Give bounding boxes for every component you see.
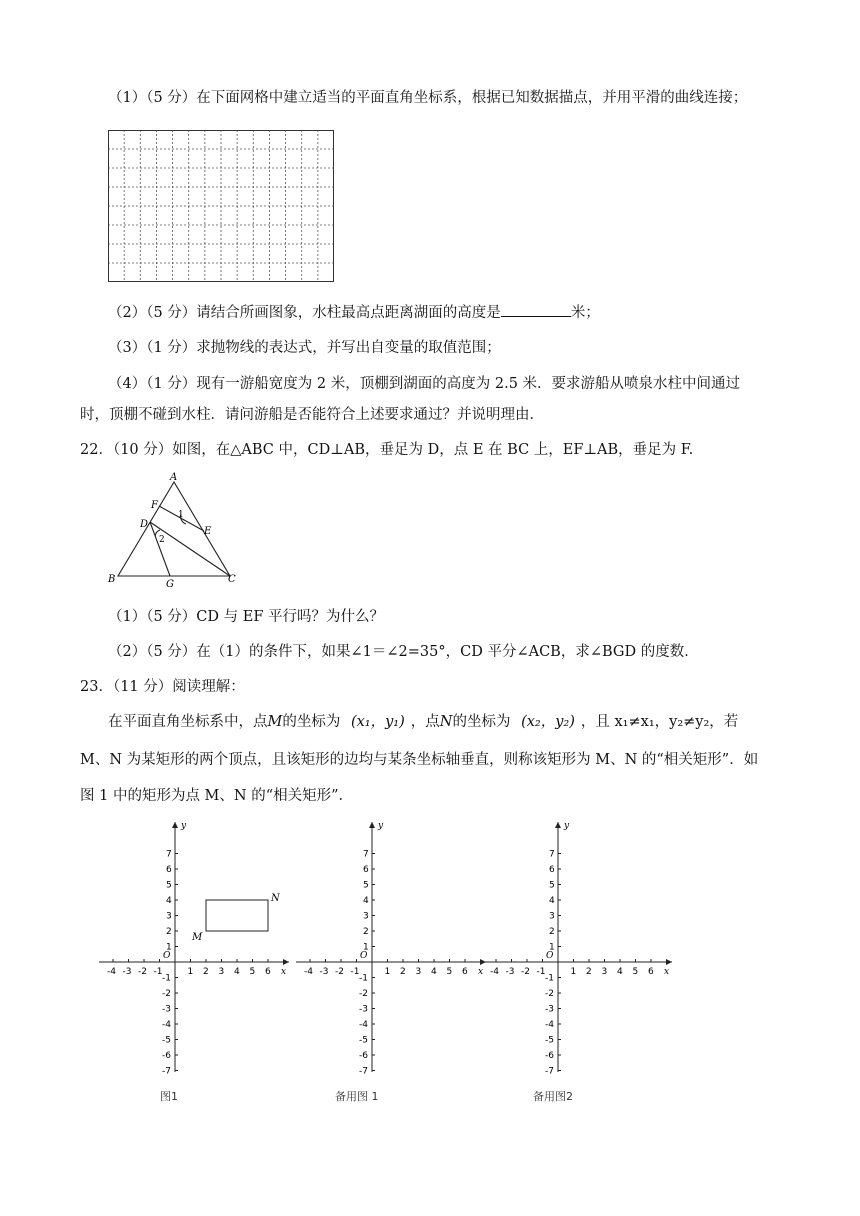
y-axis-label: y xyxy=(181,821,187,831)
y-tick-label: -2 xyxy=(545,989,554,999)
label-G: G xyxy=(166,579,174,590)
y-tick-label: 4 xyxy=(166,896,172,906)
y-tick-label: 7 xyxy=(363,849,369,860)
x-tick-label: 5 xyxy=(632,967,639,977)
x-tick-label: -1 xyxy=(536,967,546,977)
y-tick-label: -1 xyxy=(545,973,554,984)
q21-part1: （1）（5 分）在下面网格中建立适当的平面直角坐标系，根据已知数据描点，并用平滑的曲线连接； xyxy=(108,90,748,106)
x-tick-label: -2 xyxy=(335,967,344,977)
x-tick-label: 6 xyxy=(462,967,468,977)
angle-1-label: 1 xyxy=(178,510,184,520)
y-tick-label: 7 xyxy=(549,849,555,860)
y-tick-label: -7 xyxy=(545,1066,554,1077)
x-tick-label: 6 xyxy=(648,967,654,977)
x-tick-label: 4 xyxy=(617,967,623,977)
y-tick-label: 4 xyxy=(363,896,369,906)
label-A: A xyxy=(170,472,178,483)
x-tick-label: -3 xyxy=(122,967,132,977)
axes-figure-2 xyxy=(292,818,492,1082)
x-tick-label: -1 xyxy=(153,967,163,977)
y-tick-label: 2 xyxy=(363,927,369,937)
q21-part3: （3）（1 分）求抛物线的表达式，并写出自变量的取值范围； xyxy=(108,340,501,356)
y-tick-label: 5 xyxy=(166,880,172,891)
x-tick-label: 3 xyxy=(218,967,225,977)
x-axis-label: x xyxy=(664,967,670,977)
q23-heading: 23．（11 分）阅读理解： xyxy=(80,679,245,695)
x-tick-label: 1 xyxy=(187,967,194,977)
y-tick-label: 6 xyxy=(166,865,172,875)
x-tick-label: 3 xyxy=(415,967,422,977)
x-tick-label: -3 xyxy=(319,967,329,977)
x-tick-label: -3 xyxy=(505,967,515,977)
origin-label: O xyxy=(546,951,554,961)
label-E: E xyxy=(204,526,212,537)
y-tick-label: -2 xyxy=(359,989,368,999)
origin-label: O xyxy=(360,951,368,961)
answer-blank[interactable] xyxy=(501,302,571,317)
y-tick-label: 7 xyxy=(166,849,172,860)
figure-2-caption: 备用图 1 xyxy=(335,1090,379,1103)
q23-text-line1: 在平面直角坐标系中，点M的坐标为 (x₁，y₁) ，点N的坐标为 (x₂，y₂) ，且 x₁≠x₁，y₂≠y₂，若 xyxy=(108,714,739,730)
axes-figure-1 xyxy=(95,818,295,1082)
label-C: C xyxy=(228,574,236,585)
q23-text-line3: 图 1 中的矩形为点 M、N 的“相关矩形”． xyxy=(80,788,354,804)
x-tick-label: 4 xyxy=(431,967,437,977)
x-tick-label: 5 xyxy=(446,967,453,977)
x-axis-arrow xyxy=(283,959,289,965)
x-tick-label: 1 xyxy=(384,967,391,977)
y-tick-label: -3 xyxy=(545,1004,554,1015)
q21-part2: （2）（5 分）请结合所画图象，水柱最高点距离湖面的高度是 米； xyxy=(108,302,600,323)
y-tick-label: -5 xyxy=(162,1035,171,1046)
related-rectangle xyxy=(206,900,268,931)
y-tick-label: -1 xyxy=(359,973,368,984)
x-tick-label: 6 xyxy=(265,967,271,977)
y-tick-label: -4 xyxy=(545,1020,554,1030)
x-axis-label: x xyxy=(281,967,287,977)
y-tick-label: 1 xyxy=(549,942,555,953)
x-tick-label: -2 xyxy=(138,967,147,977)
y-tick-label: 1 xyxy=(166,942,172,953)
x-tick-label: 2 xyxy=(203,967,209,977)
x-tick-label: 2 xyxy=(400,967,406,977)
q23-text-line2: M、N 为某矩形的两个顶点，且该矩形的边均与某条坐标轴垂直，则称该矩形为 M、N 的“相关矩形”．如 xyxy=(80,752,759,768)
axes-figure-3 xyxy=(478,818,678,1082)
y-tick-label: 3 xyxy=(166,911,172,922)
x-tick-label: 3 xyxy=(601,967,608,977)
y-axis-arrow xyxy=(555,822,561,828)
x-tick-label: -4 xyxy=(107,967,116,977)
triangle-figure xyxy=(100,470,240,596)
y-axis-arrow xyxy=(369,822,375,828)
y-tick-label: -6 xyxy=(545,1051,554,1061)
y-axis-arrow xyxy=(172,822,178,828)
y-tick-label: 1 xyxy=(363,942,369,953)
y-tick-label: 5 xyxy=(363,880,369,891)
y-tick-label: 3 xyxy=(549,911,555,922)
x-tick-label: 1 xyxy=(570,967,577,977)
q21-part4-line2: 时，顶棚不碰到水柱．请问游船是否能符合上述要求通过？并说明理由． xyxy=(80,407,544,423)
y-tick-label: 4 xyxy=(549,896,555,906)
y-tick-label: 2 xyxy=(166,927,172,937)
angle-2-label: 2 xyxy=(159,535,165,545)
label-D: D xyxy=(140,519,149,530)
y-tick-label: 5 xyxy=(549,880,555,891)
x-tick-label: -2 xyxy=(521,967,530,977)
x-tick-label: -1 xyxy=(350,967,360,977)
x-axis-label: x xyxy=(478,967,484,977)
x-tick-label: -4 xyxy=(490,967,499,977)
point-N-label: N xyxy=(271,893,280,904)
y-tick-label: -3 xyxy=(359,1004,368,1015)
q22-heading: 22．（10 分）如图，在△ABC 中，CD⊥AB，垂足为 D，点 E 在 BC 上，EF⊥AB，垂足为 F. xyxy=(80,442,694,458)
point-M-label: M xyxy=(192,932,203,943)
y-tick-label: 2 xyxy=(549,927,555,937)
q22-part2: （2）（5 分）在（1）的条件下，如果∠1＝∠2=35°，CD 平分∠ACB，求∠BGD 的度数． xyxy=(108,644,699,660)
y-tick-label: -4 xyxy=(162,1020,171,1030)
figure-1-caption: 图1 xyxy=(160,1090,178,1103)
x-tick-label: -4 xyxy=(304,967,313,977)
figure-3-caption: 备用图2 xyxy=(533,1090,573,1103)
y-tick-label: -2 xyxy=(162,989,171,999)
x-axis-arrow xyxy=(666,959,672,965)
blank-grid xyxy=(108,130,334,286)
y-axis-label: y xyxy=(378,821,384,831)
y-tick-label: -5 xyxy=(545,1035,554,1046)
x-tick-label: 5 xyxy=(249,967,256,977)
q22-part1: （1）（5 分）CD 与 EF 平行吗？为什么？ xyxy=(108,609,385,625)
x-tick-label: 2 xyxy=(586,967,592,977)
label-F: F xyxy=(151,500,158,511)
origin-label: O xyxy=(163,951,171,961)
q21-part4-line1: （4）（1 分）现有一游船宽度为 2 米，顶棚到湖面的高度为 2.5 米．要求游船从喷泉水柱中间通过 xyxy=(108,376,741,392)
y-tick-label: -3 xyxy=(162,1004,171,1015)
y-tick-label: -5 xyxy=(359,1035,368,1046)
y-tick-label: -4 xyxy=(359,1020,368,1030)
y-tick-label: -6 xyxy=(162,1051,171,1061)
y-tick-label: -7 xyxy=(359,1066,368,1077)
y-tick-label: 3 xyxy=(363,911,369,922)
x-tick-label: 4 xyxy=(234,967,240,977)
y-tick-label: 6 xyxy=(363,865,369,875)
y-tick-label: 6 xyxy=(549,865,555,875)
label-B: B xyxy=(108,574,116,585)
y-tick-label: -7 xyxy=(162,1066,171,1077)
y-tick-label: -1 xyxy=(162,973,171,984)
y-tick-label: -6 xyxy=(359,1051,368,1061)
y-axis-label: y xyxy=(564,821,570,831)
